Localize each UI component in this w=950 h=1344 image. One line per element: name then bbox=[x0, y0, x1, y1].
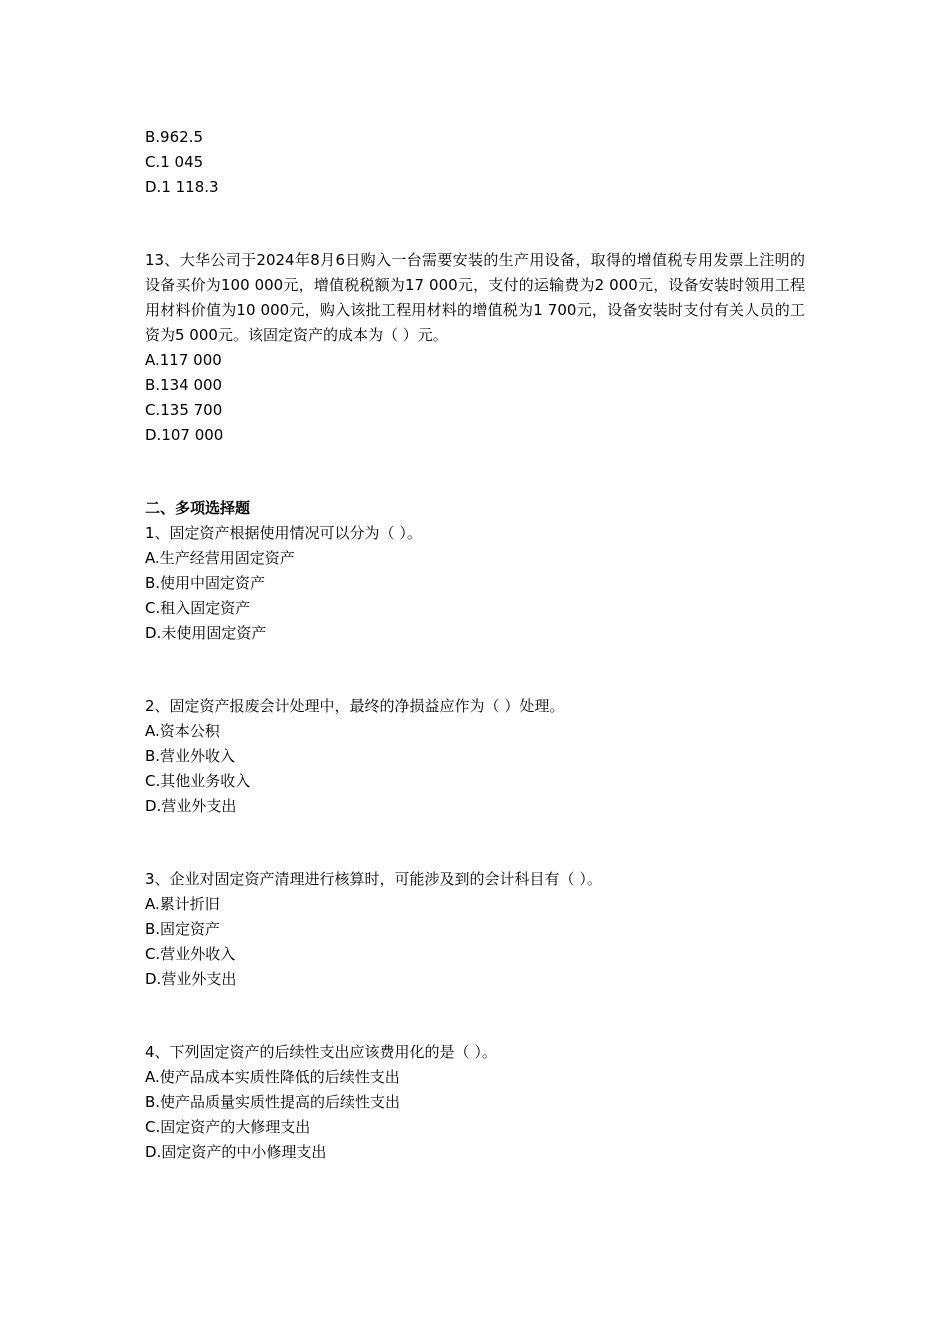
question-13 bbox=[145, 248, 805, 448]
option-d: D.1 118.3 bbox=[145, 178, 219, 196]
option-a: A.生产经营用固定资产 bbox=[145, 549, 295, 567]
option-a: A.117 000 bbox=[145, 351, 222, 369]
mc-question-3 bbox=[145, 867, 805, 992]
question-stem: 4、下列固定资产的后续性支出应该费用化的是（ ）。 bbox=[145, 1043, 497, 1061]
option-c: C.135 700 bbox=[145, 401, 223, 419]
option-c: C.营业外收入 bbox=[145, 945, 236, 963]
section-title: 二、多项选择题 bbox=[145, 499, 251, 517]
spacer bbox=[145, 448, 805, 496]
prev-question-options bbox=[145, 125, 805, 200]
option-b: B.固定资产 bbox=[145, 920, 221, 938]
option-c: C.固定资产的大修理支出 bbox=[145, 1118, 311, 1136]
question-stem: 13、大华公司于2024年8月6日购入一台需要安装的生产用设备，取得的增值税专用发票上注明的设备买价为100 000元，增值税税额为17 000元，支付的运输费为2 000元，设备安装时领用工程用材料价值为10 000元，购入该批工程用材料的增值税为1 700元，设备安装时支付有关人员的工资为5 000元。该固定资产的成本为（ ）元。 bbox=[145, 251, 805, 344]
spacer bbox=[145, 992, 805, 1040]
option-b: B.营业外收入 bbox=[145, 747, 236, 765]
section-multiple-choice bbox=[145, 496, 805, 1165]
mc-question-1 bbox=[145, 521, 805, 646]
option-d: D.营业外支出 bbox=[145, 797, 237, 815]
spacer bbox=[145, 200, 805, 248]
option-c: C.1 045 bbox=[145, 153, 204, 171]
option-d: D.107 000 bbox=[145, 426, 224, 444]
option-b: B.使产品质量实质性提高的后续性支出 bbox=[145, 1093, 401, 1111]
option-b: B.134 000 bbox=[145, 376, 223, 394]
document-page bbox=[145, 125, 805, 1165]
option-c: C.租入固定资产 bbox=[145, 599, 251, 617]
spacer bbox=[145, 646, 805, 694]
mc-question-2 bbox=[145, 694, 805, 819]
option-b: B.962.5 bbox=[145, 128, 204, 146]
option-c: C.其他业务收入 bbox=[145, 772, 251, 790]
question-stem: 2、固定资产报废会计处理中，最终的净损益应作为（ ）处理。 bbox=[145, 697, 565, 715]
spacer bbox=[145, 819, 805, 867]
option-d: D.未使用固定资产 bbox=[145, 624, 267, 642]
option-b: B.使用中固定资产 bbox=[145, 574, 266, 592]
question-stem: 3、企业对固定资产清理进行核算时，可能涉及到的会计科目有（ ）。 bbox=[145, 870, 602, 888]
mc-question-4 bbox=[145, 1040, 805, 1165]
option-d: D.固定资产的中小修理支出 bbox=[145, 1143, 327, 1161]
option-a: A.资本公积 bbox=[145, 722, 220, 740]
option-a: A.累计折旧 bbox=[145, 895, 220, 913]
option-d: D.营业外支出 bbox=[145, 970, 237, 988]
option-a: A.使产品成本实质性降低的后续性支出 bbox=[145, 1068, 400, 1086]
question-stem: 1、固定资产根据使用情况可以分为（ ）。 bbox=[145, 524, 422, 542]
